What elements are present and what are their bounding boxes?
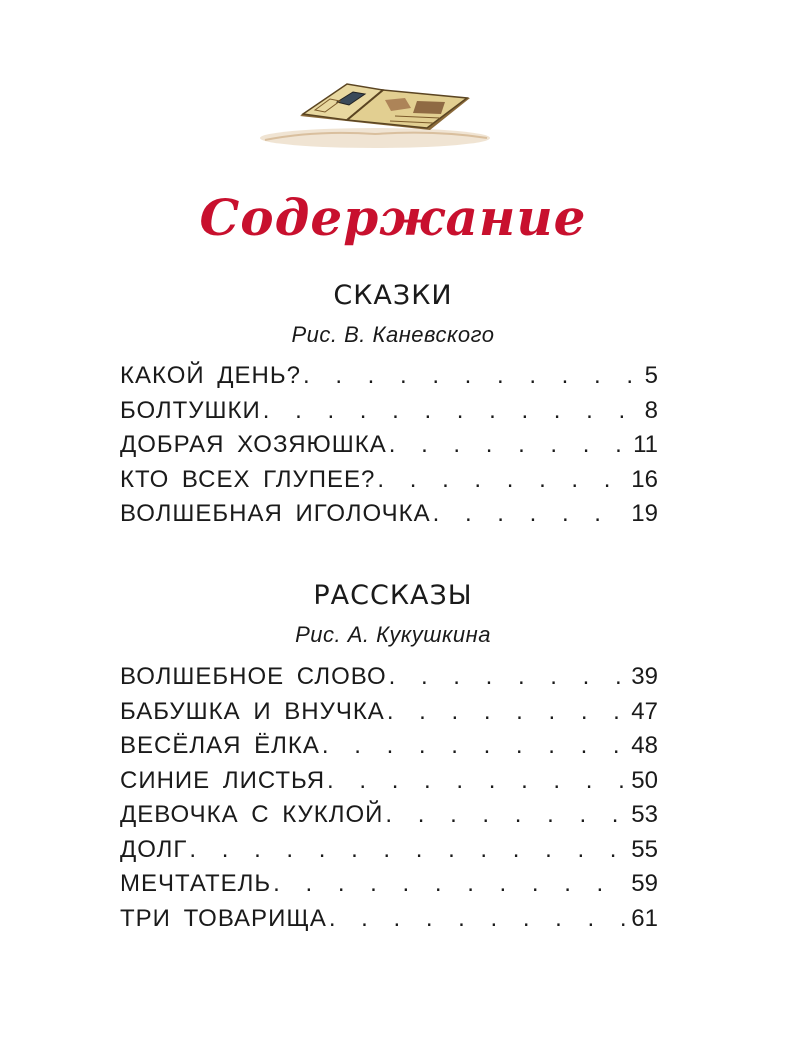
- section-credit-tales: Рис. В. Каневского: [291, 322, 495, 347]
- section-heading-stories: РАССКАЗЫ: [313, 580, 473, 611]
- toc-entry[interactable]: [120, 660, 658, 695]
- toc-entry-title: БАБУШКА И ВНУЧКА: [120, 697, 385, 725]
- toc-entry-page: 59: [631, 870, 658, 897]
- toc-entry-title: ДОБРАЯ ХОЗЯЮШКА: [120, 431, 387, 458]
- toc-entry-title: ДЕВОЧКА С КУКЛОЙ: [120, 801, 384, 828]
- toc-entry-page: 5: [644, 362, 658, 389]
- toc-entry-page: 50: [631, 766, 658, 794]
- toc-entry[interactable]: [120, 463, 658, 498]
- toc-entry-title: ВЕСЁЛАЯ ЁЛКА: [120, 732, 320, 759]
- dot-leader: [385, 798, 627, 833]
- dot-leader: [389, 428, 629, 463]
- dot-leader: [273, 867, 627, 902]
- toc-entry[interactable]: [120, 764, 658, 799]
- open-book-icon: [255, 68, 495, 158]
- toc-entry-page: 53: [631, 801, 658, 828]
- toc-entry-page: 19: [631, 500, 658, 527]
- toc-list-stories: [120, 660, 658, 936]
- dot-leader: [433, 497, 628, 532]
- dot-leader: [377, 463, 627, 498]
- toc-entry-page: 16: [631, 465, 658, 493]
- toc-entry-page: 55: [631, 835, 658, 863]
- dot-leader: [303, 359, 641, 394]
- toc-entry-page: 48: [631, 732, 658, 759]
- toc-entry-page: 61: [631, 904, 658, 932]
- toc-entry[interactable]: [120, 833, 658, 868]
- toc-list-tales: [120, 359, 658, 532]
- dot-leader: [327, 764, 627, 799]
- dot-leader: [189, 833, 627, 868]
- toc-entry[interactable]: [120, 902, 658, 937]
- toc-entry-title: ВОЛШЕБНОЕ СЛОВО: [120, 663, 387, 690]
- toc-entry[interactable]: [120, 867, 658, 902]
- dot-leader: [329, 902, 627, 937]
- toc-entry-page: 8: [644, 396, 658, 424]
- toc-entry[interactable]: [120, 359, 658, 394]
- toc-entry-title: МЕЧТАТЕЛЬ: [120, 870, 272, 897]
- toc-entry-title: КТО ВСЕХ ГЛУПЕЕ?: [120, 465, 376, 493]
- toc-entry-title: ТРИ ТОВАРИЩА: [120, 904, 327, 932]
- dot-leader: [322, 729, 627, 764]
- toc-entry[interactable]: [120, 497, 658, 532]
- section-credit-stories: Рис. А. Кукушкина: [295, 622, 491, 647]
- toc-entry[interactable]: [120, 428, 658, 463]
- toc-entry-page: 47: [631, 697, 658, 725]
- toc-entry-page: 11: [633, 431, 658, 458]
- toc-entry[interactable]: [120, 798, 658, 833]
- section-heading-tales: СКАЗКИ: [333, 280, 453, 311]
- dot-leader: [389, 660, 628, 695]
- toc-entry-title: ДОЛГ: [120, 835, 188, 863]
- toc-entry-title: ВОЛШЕБНАЯ ИГОЛОЧКА: [120, 500, 431, 527]
- toc-entry[interactable]: [120, 394, 658, 429]
- toc-entry-page: 39: [631, 663, 658, 690]
- toc-entry[interactable]: [120, 695, 658, 730]
- dot-leader: [263, 394, 641, 429]
- toc-entry-title: БОЛТУШКИ: [120, 396, 261, 424]
- dot-leader: [387, 695, 627, 730]
- toc-entry-title: КАКОЙ ДЕНЬ?: [120, 362, 301, 389]
- page-title: Содержание: [199, 188, 587, 247]
- toc-entry[interactable]: [120, 729, 658, 764]
- toc-entry-title: СИНИЕ ЛИСТЬЯ: [120, 766, 326, 794]
